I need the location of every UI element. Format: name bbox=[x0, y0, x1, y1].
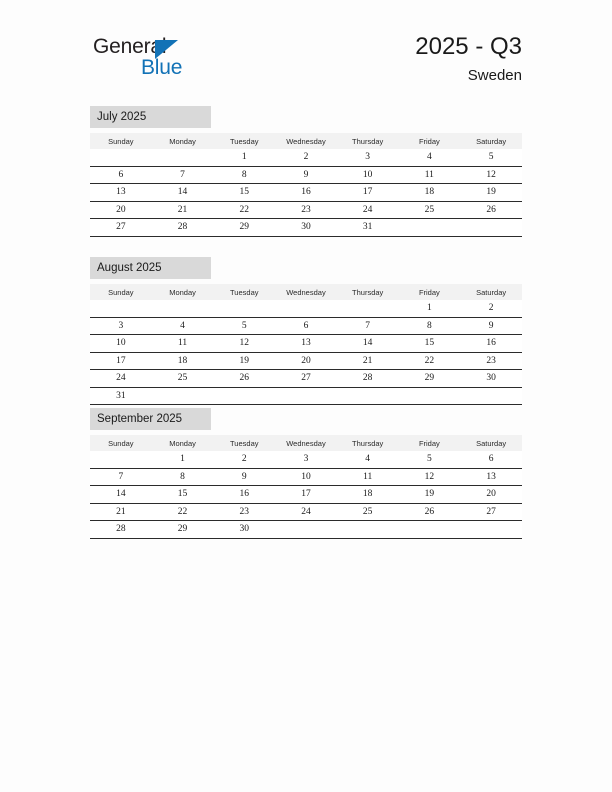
day-cell[interactable]: 18 bbox=[337, 486, 399, 504]
day-cell[interactable]: 20 bbox=[460, 486, 522, 504]
week-row bbox=[90, 503, 522, 521]
weekday-header-thursday: Thursday bbox=[337, 133, 399, 149]
day-cell-empty bbox=[399, 219, 461, 237]
month-section-july bbox=[90, 106, 522, 237]
day-cell[interactable]: 19 bbox=[460, 184, 522, 202]
week-row bbox=[90, 335, 522, 353]
week-row bbox=[90, 468, 522, 486]
day-cell[interactable]: 4 bbox=[399, 149, 461, 166]
week-row bbox=[90, 184, 522, 202]
day-cell[interactable]: 12 bbox=[213, 335, 275, 353]
day-cell[interactable]: 23 bbox=[275, 201, 337, 219]
weekday-header-tuesday: Tuesday bbox=[213, 133, 275, 149]
weekday-header-sunday: Sunday bbox=[90, 284, 152, 300]
weekday-header-sunday: Sunday bbox=[90, 133, 152, 149]
week-row bbox=[90, 387, 522, 405]
day-cell[interactable]: 7 bbox=[337, 317, 399, 335]
title-block bbox=[415, 32, 522, 87]
day-cell-empty bbox=[275, 521, 337, 539]
week-row bbox=[90, 370, 522, 388]
weekday-header-friday: Friday bbox=[399, 435, 461, 451]
day-cell[interactable]: 6 bbox=[460, 451, 522, 468]
weekday-header-tuesday: Tuesday bbox=[213, 435, 275, 451]
day-cell[interactable]: 31 bbox=[90, 387, 152, 405]
day-cell[interactable]: 17 bbox=[337, 184, 399, 202]
month-section-august bbox=[90, 257, 522, 405]
weekday-header-wednesday: Wednesday bbox=[275, 133, 337, 149]
day-cell[interactable]: 7 bbox=[152, 166, 214, 184]
day-cell[interactable]: 24 bbox=[275, 503, 337, 521]
day-cell[interactable]: 21 bbox=[90, 503, 152, 521]
day-cell[interactable]: 14 bbox=[337, 335, 399, 353]
day-cell-empty bbox=[152, 300, 214, 317]
week-row bbox=[90, 317, 522, 335]
day-cell[interactable]: 29 bbox=[213, 219, 275, 237]
day-cell-empty bbox=[213, 387, 275, 405]
day-cell[interactable]: 9 bbox=[460, 317, 522, 335]
day-cell[interactable]: 30 bbox=[460, 370, 522, 388]
day-cell-empty bbox=[460, 219, 522, 237]
day-cell[interactable]: 3 bbox=[337, 149, 399, 166]
month-calendar-table bbox=[90, 435, 522, 539]
month-section-september bbox=[90, 408, 522, 539]
day-cell[interactable]: 16 bbox=[460, 335, 522, 353]
day-cell[interactable]: 6 bbox=[90, 166, 152, 184]
week-row bbox=[90, 219, 522, 237]
day-cell[interactable]: 1 bbox=[152, 451, 214, 468]
day-cell[interactable]: 3 bbox=[275, 451, 337, 468]
day-cell-empty bbox=[90, 451, 152, 468]
day-cell[interactable]: 8 bbox=[213, 166, 275, 184]
weekday-header-sunday: Sunday bbox=[90, 435, 152, 451]
day-cell[interactable]: 30 bbox=[213, 521, 275, 539]
day-cell-empty bbox=[399, 521, 461, 539]
day-cell[interactable]: 5 bbox=[399, 451, 461, 468]
day-cell[interactable]: 29 bbox=[152, 521, 214, 539]
day-cell[interactable]: 15 bbox=[213, 184, 275, 202]
day-cell[interactable]: 4 bbox=[152, 317, 214, 335]
page-subtitle: Sweden bbox=[467, 67, 522, 84]
day-cell[interactable]: 2 bbox=[213, 451, 275, 468]
weekday-header-monday: Monday bbox=[152, 133, 214, 149]
day-cell[interactable]: 19 bbox=[399, 486, 461, 504]
brand-name-general: General bbox=[93, 35, 167, 58]
page-title: 2025 - Q3 bbox=[415, 33, 522, 60]
day-cell[interactable]: 15 bbox=[152, 486, 214, 504]
day-cell-empty bbox=[90, 300, 152, 317]
day-cell[interactable]: 22 bbox=[213, 201, 275, 219]
day-cell[interactable]: 1 bbox=[213, 149, 275, 166]
day-cell[interactable]: 16 bbox=[213, 486, 275, 504]
month-title: July 2025 bbox=[90, 106, 211, 128]
day-cell[interactable]: 8 bbox=[399, 317, 461, 335]
day-cell[interactable]: 25 bbox=[152, 370, 214, 388]
month-title: September 2025 bbox=[90, 408, 211, 430]
week-row bbox=[90, 300, 522, 317]
day-cell[interactable]: 6 bbox=[275, 317, 337, 335]
week-row bbox=[90, 451, 522, 468]
weekday-header-monday: Monday bbox=[152, 435, 214, 451]
week-row bbox=[90, 166, 522, 184]
day-cell[interactable]: 10 bbox=[337, 166, 399, 184]
month-calendar-table bbox=[90, 133, 522, 237]
day-cell[interactable]: 17 bbox=[90, 352, 152, 370]
day-cell[interactable]: 28 bbox=[152, 219, 214, 237]
day-cell[interactable]: 26 bbox=[460, 201, 522, 219]
weekday-header-row bbox=[90, 435, 522, 451]
weekday-header-friday: Friday bbox=[399, 284, 461, 300]
day-cell[interactable]: 12 bbox=[460, 166, 522, 184]
month-calendar-table bbox=[90, 284, 522, 405]
weekday-header-thursday: Thursday bbox=[337, 435, 399, 451]
day-cell[interactable]: 27 bbox=[460, 503, 522, 521]
day-cell-empty bbox=[275, 300, 337, 317]
day-cell[interactable]: 26 bbox=[399, 503, 461, 521]
day-cell-empty bbox=[460, 521, 522, 539]
week-row bbox=[90, 352, 522, 370]
day-cell-empty bbox=[152, 387, 214, 405]
day-cell-empty bbox=[399, 387, 461, 405]
day-cell[interactable]: 9 bbox=[275, 166, 337, 184]
month-title: August 2025 bbox=[90, 257, 211, 279]
day-cell[interactable]: 13 bbox=[275, 335, 337, 353]
page-header bbox=[0, 0, 612, 96]
day-cell[interactable]: 5 bbox=[213, 317, 275, 335]
week-row bbox=[90, 201, 522, 219]
week-row bbox=[90, 486, 522, 504]
weekday-header-tuesday: Tuesday bbox=[213, 284, 275, 300]
day-cell[interactable]: 18 bbox=[152, 352, 214, 370]
day-cell[interactable]: 3 bbox=[90, 317, 152, 335]
brand-name-blue: Blue bbox=[141, 56, 183, 79]
day-cell[interactable]: 19 bbox=[213, 352, 275, 370]
day-cell[interactable]: 24 bbox=[90, 370, 152, 388]
brand-logo[interactable] bbox=[93, 36, 293, 84]
day-cell[interactable]: 2 bbox=[275, 149, 337, 166]
day-cell[interactable]: 10 bbox=[90, 335, 152, 353]
day-cell[interactable]: 13 bbox=[90, 184, 152, 202]
day-cell[interactable]: 11 bbox=[337, 468, 399, 486]
day-cell[interactable]: 26 bbox=[213, 370, 275, 388]
day-cell[interactable]: 29 bbox=[399, 370, 461, 388]
day-cell-empty bbox=[275, 387, 337, 405]
day-cell[interactable]: 22 bbox=[152, 503, 214, 521]
day-cell[interactable]: 7 bbox=[90, 468, 152, 486]
day-cell[interactable]: 15 bbox=[399, 335, 461, 353]
day-cell[interactable]: 21 bbox=[152, 201, 214, 219]
day-cell[interactable]: 4 bbox=[337, 451, 399, 468]
day-cell[interactable]: 27 bbox=[90, 219, 152, 237]
day-cell[interactable]: 23 bbox=[460, 352, 522, 370]
weekday-header-friday: Friday bbox=[399, 133, 461, 149]
day-cell[interactable]: 22 bbox=[399, 352, 461, 370]
day-cell[interactable]: 27 bbox=[275, 370, 337, 388]
day-cell[interactable]: 28 bbox=[90, 521, 152, 539]
day-cell[interactable]: 28 bbox=[337, 370, 399, 388]
day-cell[interactable]: 14 bbox=[152, 184, 214, 202]
day-cell[interactable]: 25 bbox=[399, 201, 461, 219]
day-cell-empty bbox=[152, 149, 214, 166]
day-cell[interactable]: 14 bbox=[90, 486, 152, 504]
weekday-header-saturday: Saturday bbox=[460, 435, 522, 451]
day-cell-empty bbox=[213, 300, 275, 317]
day-cell[interactable]: 23 bbox=[213, 503, 275, 521]
day-cell[interactable]: 21 bbox=[337, 352, 399, 370]
day-cell[interactable]: 12 bbox=[399, 468, 461, 486]
weekday-header-saturday: Saturday bbox=[460, 284, 522, 300]
day-cell[interactable]: 20 bbox=[275, 352, 337, 370]
day-cell[interactable]: 5 bbox=[460, 149, 522, 166]
day-cell[interactable]: 2 bbox=[460, 300, 522, 317]
day-cell[interactable]: 13 bbox=[460, 468, 522, 486]
day-cell-empty bbox=[90, 149, 152, 166]
day-cell[interactable]: 18 bbox=[399, 184, 461, 202]
weekday-header-thursday: Thursday bbox=[337, 284, 399, 300]
week-row bbox=[90, 149, 522, 166]
day-cell-empty bbox=[337, 387, 399, 405]
day-cell[interactable]: 11 bbox=[399, 166, 461, 184]
day-cell[interactable]: 8 bbox=[152, 468, 214, 486]
day-cell[interactable]: 9 bbox=[213, 468, 275, 486]
day-cell[interactable]: 25 bbox=[337, 503, 399, 521]
week-row bbox=[90, 521, 522, 539]
weekday-header-monday: Monday bbox=[152, 284, 214, 300]
day-cell-empty bbox=[337, 300, 399, 317]
weekday-header-wednesday: Wednesday bbox=[275, 284, 337, 300]
weekday-header-wednesday: Wednesday bbox=[275, 435, 337, 451]
day-cell[interactable]: 30 bbox=[275, 219, 337, 237]
day-cell[interactable]: 16 bbox=[275, 184, 337, 202]
day-cell[interactable]: 11 bbox=[152, 335, 214, 353]
weekday-header-saturday: Saturday bbox=[460, 133, 522, 149]
day-cell[interactable]: 31 bbox=[337, 219, 399, 237]
day-cell-empty bbox=[460, 387, 522, 405]
day-cell[interactable]: 24 bbox=[337, 201, 399, 219]
weekday-header-row bbox=[90, 284, 522, 300]
day-cell[interactable]: 17 bbox=[275, 486, 337, 504]
day-cell[interactable]: 1 bbox=[399, 300, 461, 317]
day-cell[interactable]: 20 bbox=[90, 201, 152, 219]
weekday-header-row bbox=[90, 133, 522, 149]
day-cell[interactable]: 10 bbox=[275, 468, 337, 486]
day-cell-empty bbox=[337, 521, 399, 539]
